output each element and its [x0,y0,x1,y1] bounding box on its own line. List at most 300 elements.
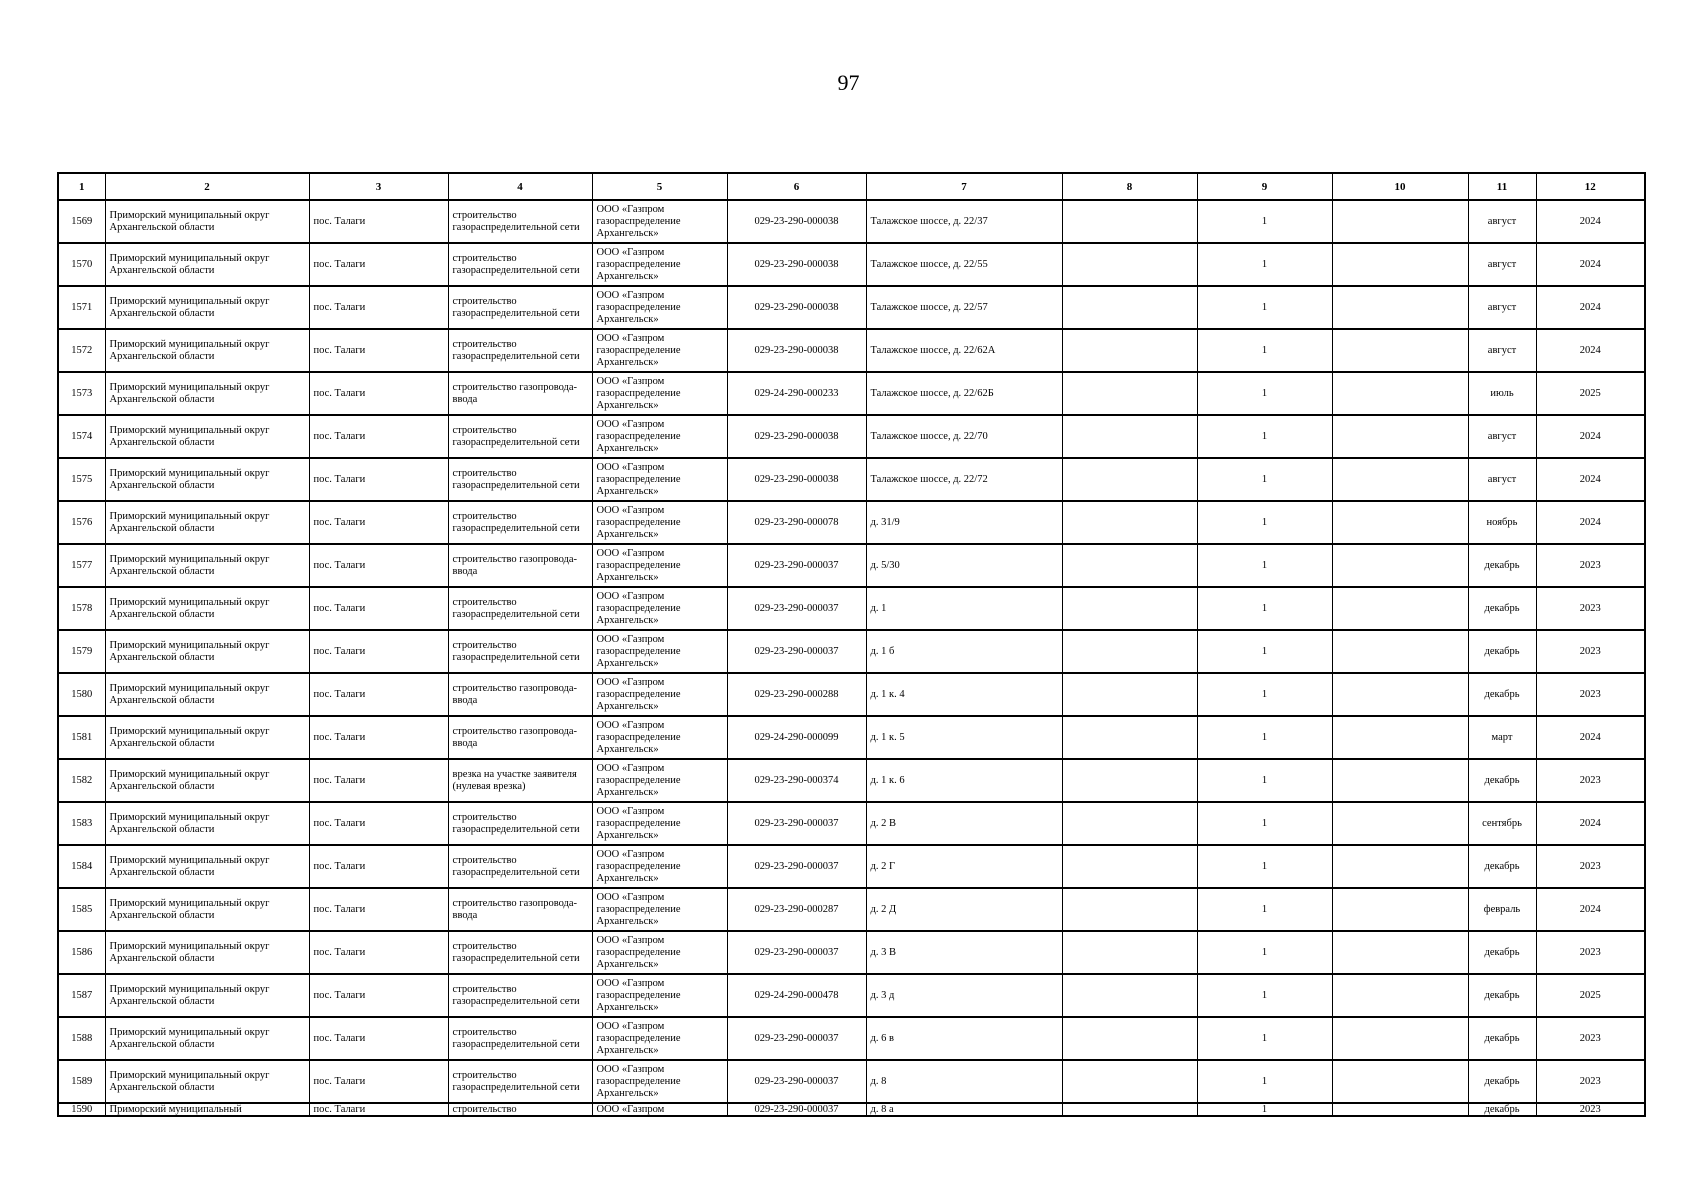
month-cell: сентябрь [1468,802,1536,845]
organization-cell: ООО «Газпром газораспределение Архангельск» [592,415,727,458]
column-10-cell [1332,759,1468,802]
year-cell: 2023 [1536,587,1645,630]
column-8-cell [1062,329,1197,372]
application-code-cell: 029-23-290-000037 [727,544,866,587]
table-row [58,802,1645,845]
column-8-cell [1062,1060,1197,1103]
work-type-cell: строительство газопровода-ввода [448,673,592,716]
work-type-cell: строительство газораспределительной сети [448,845,592,888]
column-8-cell [1062,1017,1197,1060]
row-number: 1570 [58,243,105,286]
settlement-cell: пос. Талаги [309,931,448,974]
table-row [58,1060,1645,1103]
organization-cell: ООО «Газпром газораспределение Архангельск» [592,931,727,974]
application-code-cell: 029-23-290-000038 [727,458,866,501]
settlement-cell: пос. Талаги [309,673,448,716]
column-header-6: 6 [727,173,866,200]
quantity-cell: 1 [1197,458,1332,501]
address-cell: Талажское шоссе, д. 22/57 [866,286,1062,329]
table-row [58,544,1645,587]
column-10-cell [1332,501,1468,544]
table-row [58,243,1645,286]
year-cell: 2023 [1536,759,1645,802]
address-cell: д. 2 В [866,802,1062,845]
application-code-cell: 029-24-290-000478 [727,974,866,1017]
district-cell: Приморский муниципальный округ Архангельской области [105,759,309,802]
work-type-cell: строительство газораспределительной сети [448,501,592,544]
settlement-cell: пос. Талаги [309,1017,448,1060]
quantity-cell: 1 [1197,372,1332,415]
organization-cell: ООО «Газпром газораспределение Архангельск» [592,243,727,286]
column-8-cell [1062,458,1197,501]
work-type-cell: строительство газораспределительной сети [448,415,592,458]
month-cell: февраль [1468,888,1536,931]
settlement-cell: пос. Талаги [309,544,448,587]
application-code-cell: 029-23-290-000038 [727,200,866,243]
quantity-cell: 1 [1197,673,1332,716]
data-table [57,172,1646,1117]
row-number: 1574 [58,415,105,458]
column-10-cell [1332,544,1468,587]
work-type-cell: строительство газораспределительной сети [448,329,592,372]
column-10-cell [1332,716,1468,759]
quantity-cell: 1 [1197,1017,1332,1060]
application-code-cell: 029-23-290-000037 [727,587,866,630]
column-header-7: 7 [866,173,1062,200]
column-10-cell [1332,888,1468,931]
organization-cell: ООО «Газпром газораспределение Архангельск» [592,286,727,329]
address-cell: д. 1 [866,587,1062,630]
district-cell: Приморский муниципальный округ Архангельской области [105,802,309,845]
column-8-cell [1062,673,1197,716]
table-row [58,673,1645,716]
year-cell: 2023 [1536,1103,1645,1116]
organization-cell: ООО «Газпром газораспределение Архангельск» [592,845,727,888]
application-code-cell: 029-23-290-000037 [727,630,866,673]
year-cell: 2025 [1536,974,1645,1017]
column-8-cell [1062,372,1197,415]
application-code-cell: 029-24-290-000233 [727,372,866,415]
application-code-cell: 029-23-290-000037 [727,1103,866,1116]
application-code-cell: 029-23-290-000037 [727,802,866,845]
table-row [58,501,1645,544]
organization-cell: ООО «Газпром газораспределение Архангельск» [592,544,727,587]
year-cell: 2023 [1536,544,1645,587]
quantity-cell: 1 [1197,1103,1332,1116]
column-8-cell [1062,630,1197,673]
column-8-cell [1062,415,1197,458]
quantity-cell: 1 [1197,716,1332,759]
application-code-cell: 029-24-290-000099 [727,716,866,759]
column-10-cell [1332,286,1468,329]
row-number: 1575 [58,458,105,501]
month-cell: декабрь [1468,673,1536,716]
column-10-cell [1332,1103,1468,1116]
district-cell: Приморский муниципальный округ Архангельской области [105,845,309,888]
column-header-4: 4 [448,173,592,200]
settlement-cell: пос. Талаги [309,458,448,501]
work-type-cell: строительство [448,1103,592,1116]
quantity-cell: 1 [1197,931,1332,974]
settlement-cell: пос. Талаги [309,759,448,802]
month-cell: декабрь [1468,931,1536,974]
application-code-cell: 029-23-290-000038 [727,329,866,372]
column-header-2: 2 [105,173,309,200]
column-10-cell [1332,587,1468,630]
address-cell: д. 6 в [866,1017,1062,1060]
district-cell: Приморский муниципальный округ Архангельской области [105,544,309,587]
column-8-cell [1062,501,1197,544]
district-cell: Приморский муниципальный округ Архангельской области [105,415,309,458]
column-10-cell [1332,415,1468,458]
organization-cell: ООО «Газпром газораспределение Архангельск» [592,630,727,673]
column-10-cell [1332,458,1468,501]
settlement-cell: пос. Талаги [309,200,448,243]
year-cell: 2024 [1536,200,1645,243]
row-number: 1586 [58,931,105,974]
row-number: 1577 [58,544,105,587]
quantity-cell: 1 [1197,243,1332,286]
application-code-cell: 029-23-290-000287 [727,888,866,931]
table-row [58,1017,1645,1060]
work-type-cell: строительство газораспределительной сети [448,1060,592,1103]
column-10-cell [1332,200,1468,243]
year-cell: 2023 [1536,630,1645,673]
address-cell: Талажское шоссе, д. 22/72 [866,458,1062,501]
settlement-cell: пос. Талаги [309,1060,448,1103]
address-cell: Талажское шоссе, д. 22/55 [866,243,1062,286]
application-code-cell: 029-23-290-000038 [727,415,866,458]
table-row [58,845,1645,888]
row-number: 1588 [58,1017,105,1060]
organization-cell: ООО «Газпром газораспределение Архангельск» [592,1060,727,1103]
row-number: 1569 [58,200,105,243]
column-header-10: 10 [1332,173,1468,200]
organization-cell: ООО «Газпром газораспределение Архангельск» [592,888,727,931]
column-8-cell [1062,845,1197,888]
quantity-cell: 1 [1197,415,1332,458]
table-row [58,716,1645,759]
organization-cell: ООО «Газпром газораспределение Архангельск» [592,372,727,415]
settlement-cell: пос. Талаги [309,630,448,673]
column-10-cell [1332,673,1468,716]
address-cell: д. 2 Г [866,845,1062,888]
organization-cell: ООО «Газпром газораспределение Архангельск» [592,1017,727,1060]
organization-cell: ООО «Газпром газораспределение Архангельск» [592,716,727,759]
column-10-cell [1332,931,1468,974]
application-code-cell: 029-23-290-000288 [727,673,866,716]
row-number: 1580 [58,673,105,716]
row-number: 1578 [58,587,105,630]
work-type-cell: строительство газораспределительной сети [448,974,592,1017]
work-type-cell: строительство газопровода-ввода [448,888,592,931]
work-type-cell: врезка на участке заявителя (нулевая врезка) [448,759,592,802]
row-number: 1587 [58,974,105,1017]
month-cell: август [1468,243,1536,286]
application-code-cell: 029-23-290-000374 [727,759,866,802]
table-row [58,974,1645,1017]
header-row [58,173,1645,200]
district-cell: Приморский муниципальный [105,1103,309,1116]
quantity-cell: 1 [1197,200,1332,243]
quantity-cell: 1 [1197,587,1332,630]
district-cell: Приморский муниципальный округ Архангельской области [105,587,309,630]
row-number: 1576 [58,501,105,544]
address-cell: Талажское шоссе, д. 22/62А [866,329,1062,372]
table-row [58,458,1645,501]
address-cell: д. 2 Д [866,888,1062,931]
month-cell: декабрь [1468,630,1536,673]
column-8-cell [1062,286,1197,329]
application-code-cell: 029-23-290-000078 [727,501,866,544]
settlement-cell: пос. Талаги [309,587,448,630]
work-type-cell: строительство газораспределительной сети [448,243,592,286]
row-number: 1573 [58,372,105,415]
year-cell: 2024 [1536,329,1645,372]
address-cell: д. 1 к. 4 [866,673,1062,716]
column-10-cell [1332,802,1468,845]
column-10-cell [1332,329,1468,372]
column-8-cell [1062,200,1197,243]
organization-cell: ООО «Газпром газораспределение Архангельск» [592,200,727,243]
address-cell: д. 3 д [866,974,1062,1017]
application-code-cell: 029-23-290-000038 [727,243,866,286]
column-10-cell [1332,243,1468,286]
address-cell: д. 31/9 [866,501,1062,544]
organization-cell: ООО «Газпром газораспределение Архангельск» [592,974,727,1017]
month-cell: декабрь [1468,587,1536,630]
column-header-8: 8 [1062,173,1197,200]
column-10-cell [1332,630,1468,673]
quantity-cell: 1 [1197,501,1332,544]
column-10-cell [1332,974,1468,1017]
table-row [58,587,1645,630]
year-cell: 2024 [1536,802,1645,845]
address-cell: Талажское шоссе, д. 22/37 [866,200,1062,243]
column-10-cell [1332,1017,1468,1060]
application-code-cell: 029-23-290-000037 [727,1017,866,1060]
settlement-cell: пос. Талаги [309,501,448,544]
district-cell: Приморский муниципальный округ Архангельской области [105,1017,309,1060]
settlement-cell: пос. Талаги [309,974,448,1017]
month-cell: декабрь [1468,1060,1536,1103]
work-type-cell: строительство газопровода-ввода [448,372,592,415]
column-8-cell [1062,931,1197,974]
month-cell: август [1468,286,1536,329]
column-8-cell [1062,716,1197,759]
application-code-cell: 029-23-290-000037 [727,931,866,974]
quantity-cell: 1 [1197,974,1332,1017]
district-cell: Приморский муниципальный округ Архангельской области [105,200,309,243]
table-row [58,372,1645,415]
quantity-cell: 1 [1197,544,1332,587]
month-cell: декабрь [1468,1103,1536,1116]
quantity-cell: 1 [1197,802,1332,845]
column-8-cell [1062,243,1197,286]
year-cell: 2023 [1536,1017,1645,1060]
settlement-cell: пос. Талаги [309,243,448,286]
address-cell: д. 1 к. 6 [866,759,1062,802]
year-cell: 2024 [1536,243,1645,286]
year-cell: 2024 [1536,716,1645,759]
work-type-cell: строительство газораспределительной сети [448,802,592,845]
quantity-cell: 1 [1197,329,1332,372]
address-cell: д. 8 [866,1060,1062,1103]
organization-cell: ООО «Газпром газораспределение Архангельск» [592,501,727,544]
address-cell: Талажское шоссе, д. 22/70 [866,415,1062,458]
table-body [58,200,1645,1116]
column-header-3: 3 [309,173,448,200]
table-row [58,759,1645,802]
column-10-cell [1332,1060,1468,1103]
column-8-cell [1062,544,1197,587]
address-cell: д. 1 к. 5 [866,716,1062,759]
settlement-cell: пос. Талаги [309,888,448,931]
page-number: 97 [837,70,860,95]
table-row [58,200,1645,243]
row-number: 1581 [58,716,105,759]
district-cell: Приморский муниципальный округ Архангельской области [105,1060,309,1103]
settlement-cell: пос. Талаги [309,286,448,329]
organization-cell: ООО «Газпром газораспределение Архангельск» [592,673,727,716]
settlement-cell: пос. Талаги [309,716,448,759]
row-number: 1583 [58,802,105,845]
month-cell: декабрь [1468,974,1536,1017]
settlement-cell: пос. Талаги [309,845,448,888]
row-number: 1579 [58,630,105,673]
quantity-cell: 1 [1197,286,1332,329]
month-cell: декабрь [1468,759,1536,802]
year-cell: 2025 [1536,372,1645,415]
column-8-cell [1062,802,1197,845]
month-cell: август [1468,200,1536,243]
year-cell: 2024 [1536,888,1645,931]
year-cell: 2023 [1536,931,1645,974]
application-code-cell: 029-23-290-000037 [727,845,866,888]
address-cell: д. 1 б [866,630,1062,673]
row-number: 1582 [58,759,105,802]
column-header-9: 9 [1197,173,1332,200]
address-cell: Талажское шоссе, д. 22/62Б [866,372,1062,415]
settlement-cell: пос. Талаги [309,415,448,458]
organization-cell: ООО «Газпром газораспределение Архангельск» [592,759,727,802]
row-number: 1589 [58,1060,105,1103]
column-header-11: 11 [1468,173,1536,200]
table-row [58,1103,1645,1116]
column-header-1: 1 [58,173,105,200]
work-type-cell: строительство газораспределительной сети [448,1017,592,1060]
column-10-cell [1332,845,1468,888]
district-cell: Приморский муниципальный округ Архангельской области [105,329,309,372]
month-cell: ноябрь [1468,501,1536,544]
month-cell: декабрь [1468,845,1536,888]
row-number: 1572 [58,329,105,372]
district-cell: Приморский муниципальный округ Архангельской области [105,458,309,501]
column-8-cell [1062,1103,1197,1116]
district-cell: Приморский муниципальный округ Архангельской области [105,372,309,415]
district-cell: Приморский муниципальный округ Архангельской области [105,888,309,931]
month-cell: март [1468,716,1536,759]
district-cell: Приморский муниципальный округ Архангельской области [105,286,309,329]
work-type-cell: строительство газораспределительной сети [448,587,592,630]
work-type-cell: строительство газораспределительной сети [448,458,592,501]
year-cell: 2024 [1536,501,1645,544]
month-cell: июль [1468,372,1536,415]
month-cell: август [1468,415,1536,458]
work-type-cell: строительство газопровода-ввода [448,716,592,759]
settlement-cell: пос. Талаги [309,1103,448,1116]
district-cell: Приморский муниципальный округ Архангельской области [105,501,309,544]
row-number: 1590 [58,1103,105,1116]
address-cell: д. 3 В [866,931,1062,974]
quantity-cell: 1 [1197,630,1332,673]
district-cell: Приморский муниципальный округ Архангельской области [105,931,309,974]
address-cell: д. 8 а [866,1103,1062,1116]
year-cell: 2024 [1536,458,1645,501]
quantity-cell: 1 [1197,1060,1332,1103]
organization-cell: ООО «Газпром газораспределение Архангельск» [592,587,727,630]
settlement-cell: пос. Талаги [309,372,448,415]
year-cell: 2024 [1536,286,1645,329]
column-8-cell [1062,759,1197,802]
month-cell: декабрь [1468,544,1536,587]
organization-cell: ООО «Газпром газораспределение Архангельск» [592,802,727,845]
year-cell: 2023 [1536,845,1645,888]
row-number: 1584 [58,845,105,888]
month-cell: декабрь [1468,1017,1536,1060]
organization-cell: ООО «Газпром [592,1103,727,1116]
column-header-12: 12 [1536,173,1645,200]
district-cell: Приморский муниципальный округ Архангельской области [105,243,309,286]
table-row [58,286,1645,329]
column-8-cell [1062,587,1197,630]
organization-cell: ООО «Газпром газораспределение Архангельск» [592,458,727,501]
work-type-cell: строительство газораспределительной сети [448,286,592,329]
application-code-cell: 029-23-290-000038 [727,286,866,329]
district-cell: Приморский муниципальный округ Архангельской области [105,673,309,716]
settlement-cell: пос. Талаги [309,329,448,372]
table-row [58,329,1645,372]
district-cell: Приморский муниципальный округ Архангельской области [105,630,309,673]
quantity-cell: 1 [1197,759,1332,802]
district-cell: Приморский муниципальный округ Архангельской области [105,716,309,759]
column-8-cell [1062,888,1197,931]
district-cell: Приморский муниципальный округ Архангельской области [105,974,309,1017]
year-cell: 2023 [1536,1060,1645,1103]
organization-cell: ООО «Газпром газораспределение Архангельск» [592,329,727,372]
table-row [58,630,1645,673]
work-type-cell: строительство газораспределительной сети [448,931,592,974]
column-8-cell [1062,974,1197,1017]
year-cell: 2023 [1536,673,1645,716]
month-cell: август [1468,458,1536,501]
column-header-5: 5 [592,173,727,200]
month-cell: август [1468,329,1536,372]
year-cell: 2024 [1536,415,1645,458]
settlement-cell: пос. Талаги [309,802,448,845]
table-row [58,415,1645,458]
work-type-cell: строительство газораспределительной сети [448,630,592,673]
table-row [58,888,1645,931]
table-row [58,931,1645,974]
work-type-cell: строительство газораспределительной сети [448,200,592,243]
work-type-cell: строительство газопровода-ввода [448,544,592,587]
row-number: 1571 [58,286,105,329]
row-number: 1585 [58,888,105,931]
application-code-cell: 029-23-290-000037 [727,1060,866,1103]
column-10-cell [1332,372,1468,415]
quantity-cell: 1 [1197,888,1332,931]
